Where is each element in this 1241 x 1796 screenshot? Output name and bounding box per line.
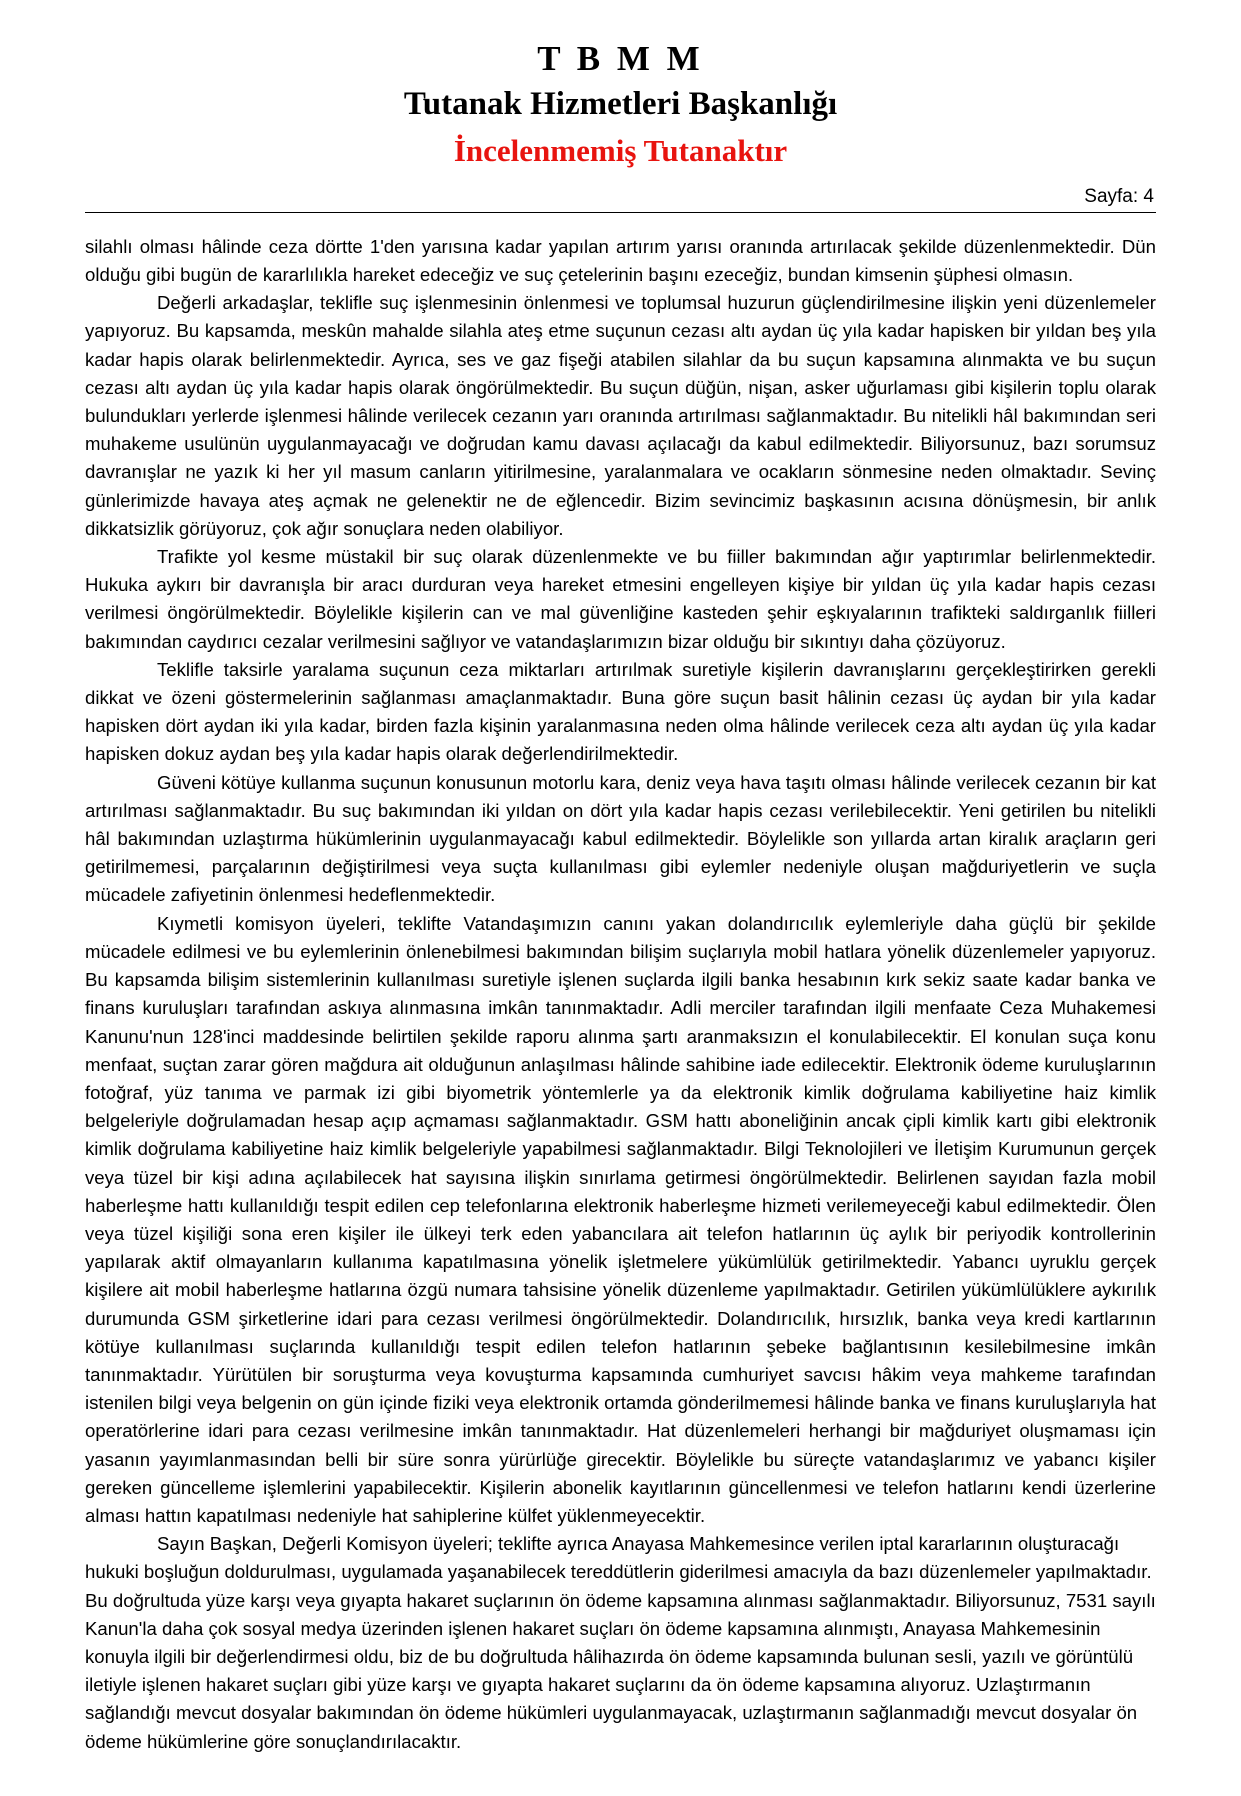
document-header xyxy=(0,0,1241,213)
paragraph: silahlı olması hâlinde ceza dörtte 1'den yarısına kadar yapılan artırım yarısı oranında artırılacak şekilde düzenlenmektedir. Dün olduğu gibi bugün de kararlılıkla hareket edeceğiz ve suç çetelerinin başını ezeceğiz, bundan kimsenin şüphesi olmasın. xyxy=(85,235,1156,286)
paragraph: Kıymetli komisyon üyeleri, teklifte Vatandaşımızın canını yakan dolandırıcılık eylemleriyle daha güçlü bir şekilde mücadele edilmesi ve bu eylemlerinin önlenebilmesi bakımından bilişim suçlarıyla mobil hatlara yönelik düzenlemeler yapıyoruz. Bu kapsamda bilişim sistemlerinin kullanılması suretiyle işlenen suçlarda ilgili banka hesabının kırk sekiz saate kadar banka ve finans kuruluşları tarafından askıya alınmasına imkân tanınmaktadır. Adli merciler tarafından ilgili menfaate Ceza Muhakemesi Kanunu'nun 128'inci maddesinde belirtilen şekilde raporu alınma şartı aranmaksızın el konulabilecektir. El konulan suça konu menfaat, suçtan zarar gören mağdura ait olduğunun anlaşılması hâlinde sahibine iade edilecektir. Elektronik ödeme kuruluşlarının fotoğraf, yüz tanıma ve parmak izi gibi biyometrik yöntemlerle ya da elektronik kimlik doğrulama kabiliyetine haiz kimlik belgeleriyle doğrulamadan hesap açıp açmaması sağlanmaktadır. GSM hattı aboneliğinin ancak çipli kimlik kartı gibi elektronik kimlik doğrulama kabiliyetine haiz kimlik belgeleriyle yapabilmesi sağlanmaktadır. Bilgi Teknolojileri ve İletişim Kurumunun gerçek veya tüzel bir kişi adına açılabilecek hat sayısına ilişkin sınırlama getirmesi öngörülmektedir. Belirlenen sayıdan fazla mobil haberleşme hattı kullanıldığı tespit edilen cep telefonlarına elektronik haberleşme hizmeti verilemeyeceği kabul edilmektedir. Ölen veya tüzel kişiliği sona eren kişiler ile ülkeyi terk eden yabancılara ait telefon hatlarının üç aylık bir periyodik kontrollerinin yapılarak aktif olmayanların kullanıma kapatılmasına yönelik işletmelere yükümlülük getirilmektedir. Yabancı uyruklu gerçek kişilere ait mobil haberleşme hatlarına özgü numara tahsisine yönelik düzenleme yapılmaktadır. Getirilen yükümlülüklere aykırılık durumunda GSM şirketlerine idari para cezası verilmesi öngörülmektedir. Dolandırıcılık, hırsızlık, banka veya kredi kartlarının kötüye kullanılması suçlarında kullanıldığı tespit edilen telefon hatlarının şebeke bağlantısının kesilebilmesine imkân tanınmaktadır. Yürütülen bir soruşturma veya kovuşturma kapsamında cumhuriyet savcısı hâkim veya mahkeme tarafından istenilen bilgi veya belgenin on gün içinde fiziki veya elektronik ortamda gönderilmemesi hâlinde banka ve finans kuruluşlarıyla hat operatörlerine idari para cezası verilmesine imkân tanınmaktadır. Hat düzenlemeleri herhangi bir mağduriyet oluşmaması için yasanın yayımlanmasından belli bir süre sonra yürürlüğe girecektir. Böylelikle bu süreçte vatandaşlarımız ve yabancı kişiler gereken güncelleme işlemlerini yapabilecektir. Kişilerin abonelik kayıtlarının güncellenmesi ve telefon hatlarını kendi üzerlerine alması hattın kapatılması nedeniyle hat sahiplerine külfet yüklenmeyecektir. xyxy=(85,912,1156,1526)
paragraph: Teklifle taksirle yaralama suçunun ceza miktarları artırılmak suretiyle kişilerin davranışlarını gerçekleştirirken gerekli dikkat ve özeni göstermelerinin sağlanması amaçlanmaktadır. Buna göre suçun basit hâlinin cezası üç aydan bir yıla kadar hapisken dört aydan iki yıla kadar, birden fazla kişinin yaralanmasına neden olma hâlinde verilecek ceza altı aydan üç yıla kadar hapisken dokuz aydan beş yıla kadar hapis olarak değerlendirilmektedir. xyxy=(85,658,1156,765)
department-title: Tutanak Hizmetleri Başkanlığı xyxy=(403,86,838,123)
institution-title: T B M M xyxy=(537,39,704,78)
paragraph: Trafikte yol kesme müstakil bir suç olarak düzenlenmekte ve bu fiiller bakımından ağır yaptırımlar belirlenmektedir. Hukuka aykırı bir davranışla bir aracı durduran veya hareket etmesini engelleyen kişiye bir yıldan üç yıla kadar hapis cezası verilmesi öngörülmektedir. Böylelikle kişilerin can ve mal güvenliğine kasteden şehir eşkıyalarının trafikteki saldırganlık fiilleri bakımından caydırıcı cezalar verilmesini sağlıyor ve vatandaşlarımızın bizar olduğu bir sıkıntıyı daha çözüyoruz. xyxy=(85,546,1156,652)
page-number-label: Sayfa: 4 xyxy=(1084,185,1154,207)
document-body xyxy=(0,213,1241,1796)
review-status-notice: İncelenmemiş Tutanaktır xyxy=(453,133,788,169)
paragraph: Sayın Başkan, Değerli Komisyon üyeleri; teklifte ayrıca Anayasa Mahkemesince verilen iptal kararlarının oluşturacağı hukuki boşluğun doldurulması, uygulamada yaşanabilecek tereddütlerin giderilmesi amacıyla da bazı düzenlemeler yapılmaktadır. Bu doğrultuda yüze karşı veya gıyapta hakaret suçlarının ön ödeme kapsamına alınması sağlanmaktadır. Biliyorsunuz, 7531 sayılı Kanun'la daha çok sosyal medya üzerinden işlenen hakaret suçları ön ödeme kapsamına alınmıştı, Anayasa Mahkemesinin konuyla ilgili bir değerlendirmesi oldu, biz de bu doğrultuda hâlihazırda ön ödeme kapsamında bulunan sesli, yazılı ve görüntülü iletiyle işlenen hakaret suçları gibi yüze karşı ve gıyapta hakaret suçlarını da ön ödeme kapsamına alıyoruz. Uzlaştırmanın sağlandığı mevcut dosyalar bakımından ön ödeme hükümleri uygulanmayacak, uzlaştırmanın sağlanmadığı mevcut dosyalar ön ödeme hükümlerine göre sonuçlandırılacaktır. xyxy=(85,1533,1156,1752)
paragraph: Güveni kötüye kullanma suçunun konusunun motorlu kara, deniz veya hava taşıtı olması hâlinde verilecek cezanın bir kat artırılması sağlanmaktadır. Bu suç bakımından iki yıldan on dört yıla kadar hapis cezası verilebilecektir. Yeni getirilen bu nitelikli hâl bakımından uzlaştırma hükümlerinin uygulanmayacağı kabul edilmektedir. Böylelikle son yıllarda artan kiralık araçların geri getirilmemesi, parçalarının değiştirilmesi veya suçta kullanılması gibi eylemler nedeniyle oluşan mağduriyetlerin ve suçla mücadele zafiyetinin önlenmesi hedeflenmektedir. xyxy=(85,771,1156,906)
paragraph: Değerli arkadaşlar, teklifle suç işlenmesinin önlenmesi ve toplumsal huzurun güçlendirilmesine ilişkin yeni düzenlemeler yapıyoruz. Bu kapsamda, meskûn mahalde silahla ateş etme suçunun cezası altı aydan üç yıla kadar hapisken bir yıldan beş yıla kadar hapis olarak belirlenmektedir. Ayrıca, ses ve gaz fişeği atabilen silahlar da bu suçun kapsamına alınmakta ve bu suçun cezası altı aydan üç yıla kadar hapis olarak öngörülmektedir. Bu suçun düğün, nişan, asker uğurlaması gibi kişilerin toplu olarak bulundukları yerlerde işlenmesi hâlinde verilecek cezanın yarı oranında artırılması sağlanmaktadır. Bu nitelikli hâl bakımından seri muhakeme usulünün uygulanmayacağı ve doğrudan kamu davası açılacağı da kabul edilmektedir. Biliyorsunuz, bazı sorumsuz davranışlar ne yazık ki her yıl masum canların yitirilmesine, yaralanmalara ve ocakların sönmesine neden olmaktadır. Sevinç günlerimizde havaya ateş açmak ne gelenektir ne de eğlencedir. Bizim sevincimiz başkasının acısına dönüşmesin, bir anlık dikkatsizlik görüyoruz, çok ağır sonuçlara neden olabiliyor. xyxy=(85,292,1156,539)
